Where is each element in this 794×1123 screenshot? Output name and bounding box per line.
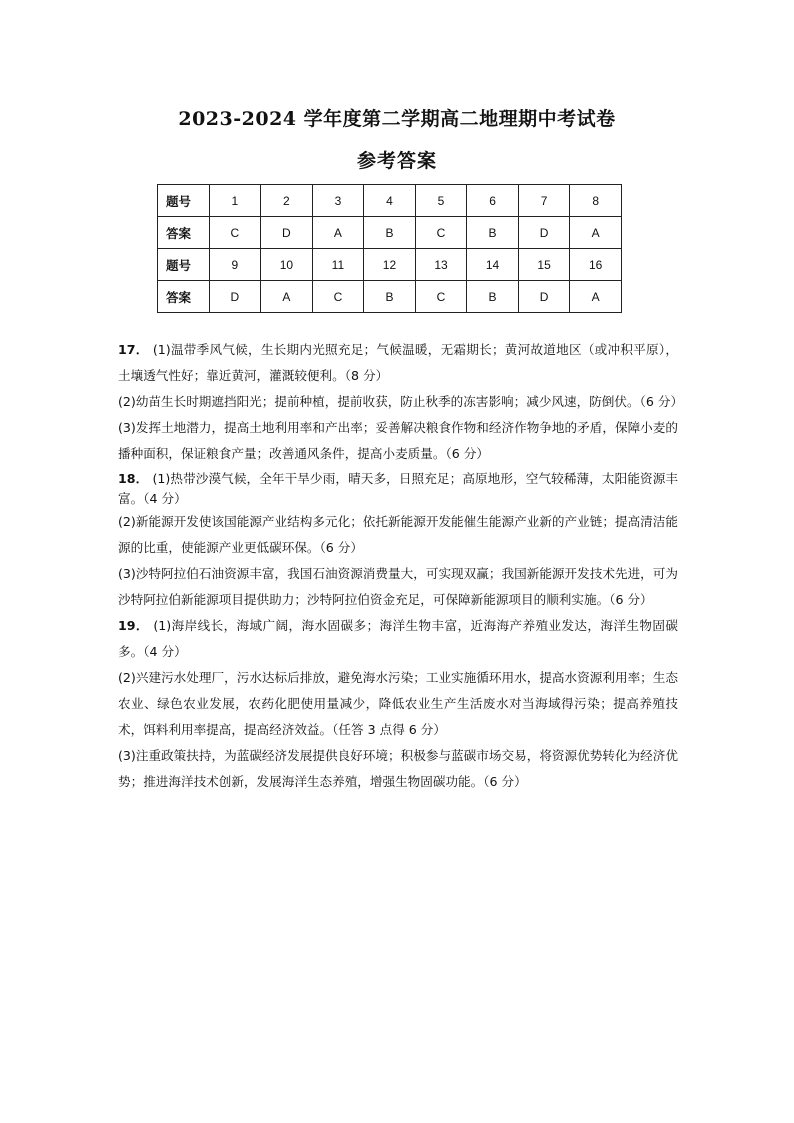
row-label: 答案 bbox=[158, 217, 210, 249]
answer-cell: A bbox=[570, 217, 622, 249]
question-number-cell: 6 bbox=[467, 185, 519, 217]
answer-table bbox=[157, 184, 622, 313]
question-number-cell: 11 bbox=[312, 249, 364, 281]
answer-text: (2)幼苗生长时期遮挡阳光；提前种植，提前收获，防止秋季的冻害影响；减少风速，防倒伏。（6 分） bbox=[118, 394, 684, 409]
question-number-cell: 3 bbox=[312, 185, 364, 217]
question-18-part-3 bbox=[118, 561, 678, 613]
question-number-cell: 13 bbox=[415, 249, 467, 281]
answer-cell: D bbox=[518, 281, 570, 313]
table-row bbox=[158, 281, 622, 313]
question-18-number: 18． bbox=[118, 471, 149, 486]
table-row bbox=[158, 185, 622, 217]
answer-cell: C bbox=[415, 217, 467, 249]
question-number-cell: 1 bbox=[209, 185, 261, 217]
answer-cell: A bbox=[570, 281, 622, 313]
answer-cell: A bbox=[312, 217, 364, 249]
answer-cell: B bbox=[467, 281, 519, 313]
question-number-cell: 4 bbox=[364, 185, 416, 217]
question-18-part-2 bbox=[118, 509, 678, 561]
answer-text: (2)新能源开发使该国能源产业结构多元化；依托新能源开发能催生能源产业新的产业链；提高清洁能源的比重，使能源产业更低碳环保。（6 分） bbox=[118, 514, 678, 555]
row-label: 答案 bbox=[158, 281, 210, 313]
question-17-number: 17． bbox=[118, 342, 149, 357]
question-17-part-3 bbox=[118, 415, 678, 467]
answer-cell: B bbox=[467, 217, 519, 249]
question-number-cell: 8 bbox=[570, 185, 622, 217]
question-number-cell: 5 bbox=[415, 185, 467, 217]
question-number-cell: 15 bbox=[518, 249, 570, 281]
answer-text: (2)兴建污水处理厂，污水达标后排放，避免海水污染；工业实施循环用水，提高水资源利用率；生态农业、绿色农业发展，农药化肥使用量减少，降低农业生产生活废水对当海域得污染；提高养殖技术，饵料利用率提高，提高经济效益。（任答 3 点得 6 分） bbox=[118, 670, 678, 737]
question-17-part-1 bbox=[118, 337, 678, 389]
question-number-cell: 7 bbox=[518, 185, 570, 217]
answer-cell: B bbox=[364, 281, 416, 313]
question-number-cell: 2 bbox=[261, 185, 313, 217]
answer-cell: C bbox=[312, 281, 364, 313]
answer-text: (3)沙特阿拉伯石油资源丰富，我国石油资源消费量大，可实现双赢；我国新能源开发技术先进，可为沙特阿拉伯新能源项目提供助力；沙特阿拉伯资金充足，可保障新能源项目的顺利实施。（6 分） bbox=[118, 566, 678, 607]
answer-explanations bbox=[118, 337, 684, 795]
question-number-cell: 14 bbox=[467, 249, 519, 281]
question-18-part-1 bbox=[118, 469, 678, 509]
table-row bbox=[158, 249, 622, 281]
question-number-cell: 16 bbox=[570, 249, 622, 281]
page-subtitle: 参考答案 bbox=[356, 150, 437, 172]
answer-text: (3)发挥土地潜力，提高土地利用率和产出率；妥善解决粮食作物和经济作物争地的矛盾，保障小麦的播种面积，保证粮食产量；改善通风条件，提高小麦质量。（6 分） bbox=[118, 420, 678, 461]
table-row bbox=[158, 217, 622, 249]
answer-cell: D bbox=[518, 217, 570, 249]
answer-text: (3)注重政策扶持，为蓝碳经济发展提供良好环境；积极参与蓝碳市场交易，将资源优势转化为经济优势；推进海洋技术创新，发展海洋生态养殖，增强生物固碳功能。（6 分） bbox=[118, 748, 678, 789]
page-title: 2023-2024 学年度第二学期高二地理期中考试卷 bbox=[178, 108, 616, 130]
answer-text: (1)海岸线长，海域广阔，海水固碳多；海洋生物丰富，近海海产养殖业发达，海洋生物固碳多。（4 分） bbox=[118, 618, 678, 659]
answer-cell: C bbox=[209, 217, 261, 249]
row-label: 题号 bbox=[158, 249, 210, 281]
question-17-part-2 bbox=[118, 389, 684, 415]
row-label: 题号 bbox=[158, 185, 210, 217]
question-number-cell: 9 bbox=[209, 249, 261, 281]
question-number-cell: 12 bbox=[364, 249, 416, 281]
question-19-number: 19． bbox=[118, 618, 149, 633]
answer-cell: D bbox=[209, 281, 261, 313]
answer-text: (1)热带沙漠气候，全年干旱少雨，晴天多，日照充足；高原地形，空气较稀薄，太阳能资源丰富。（4 分） bbox=[118, 471, 678, 506]
answer-cell: D bbox=[261, 217, 313, 249]
question-number-cell: 10 bbox=[261, 249, 313, 281]
question-19-part-3 bbox=[118, 743, 678, 795]
question-19-part-1 bbox=[118, 613, 678, 665]
answer-text: (1)温带季风气候，生长期内光照充足；气候温暖，无霜期长；黄河故道地区（或冲积平原），土壤透气性好；靠近黄河，灌溉较便利。（8 分） bbox=[118, 342, 678, 383]
answer-cell: C bbox=[415, 281, 467, 313]
answer-cell: B bbox=[364, 217, 416, 249]
answer-cell: A bbox=[261, 281, 313, 313]
question-19-part-2 bbox=[118, 665, 678, 743]
